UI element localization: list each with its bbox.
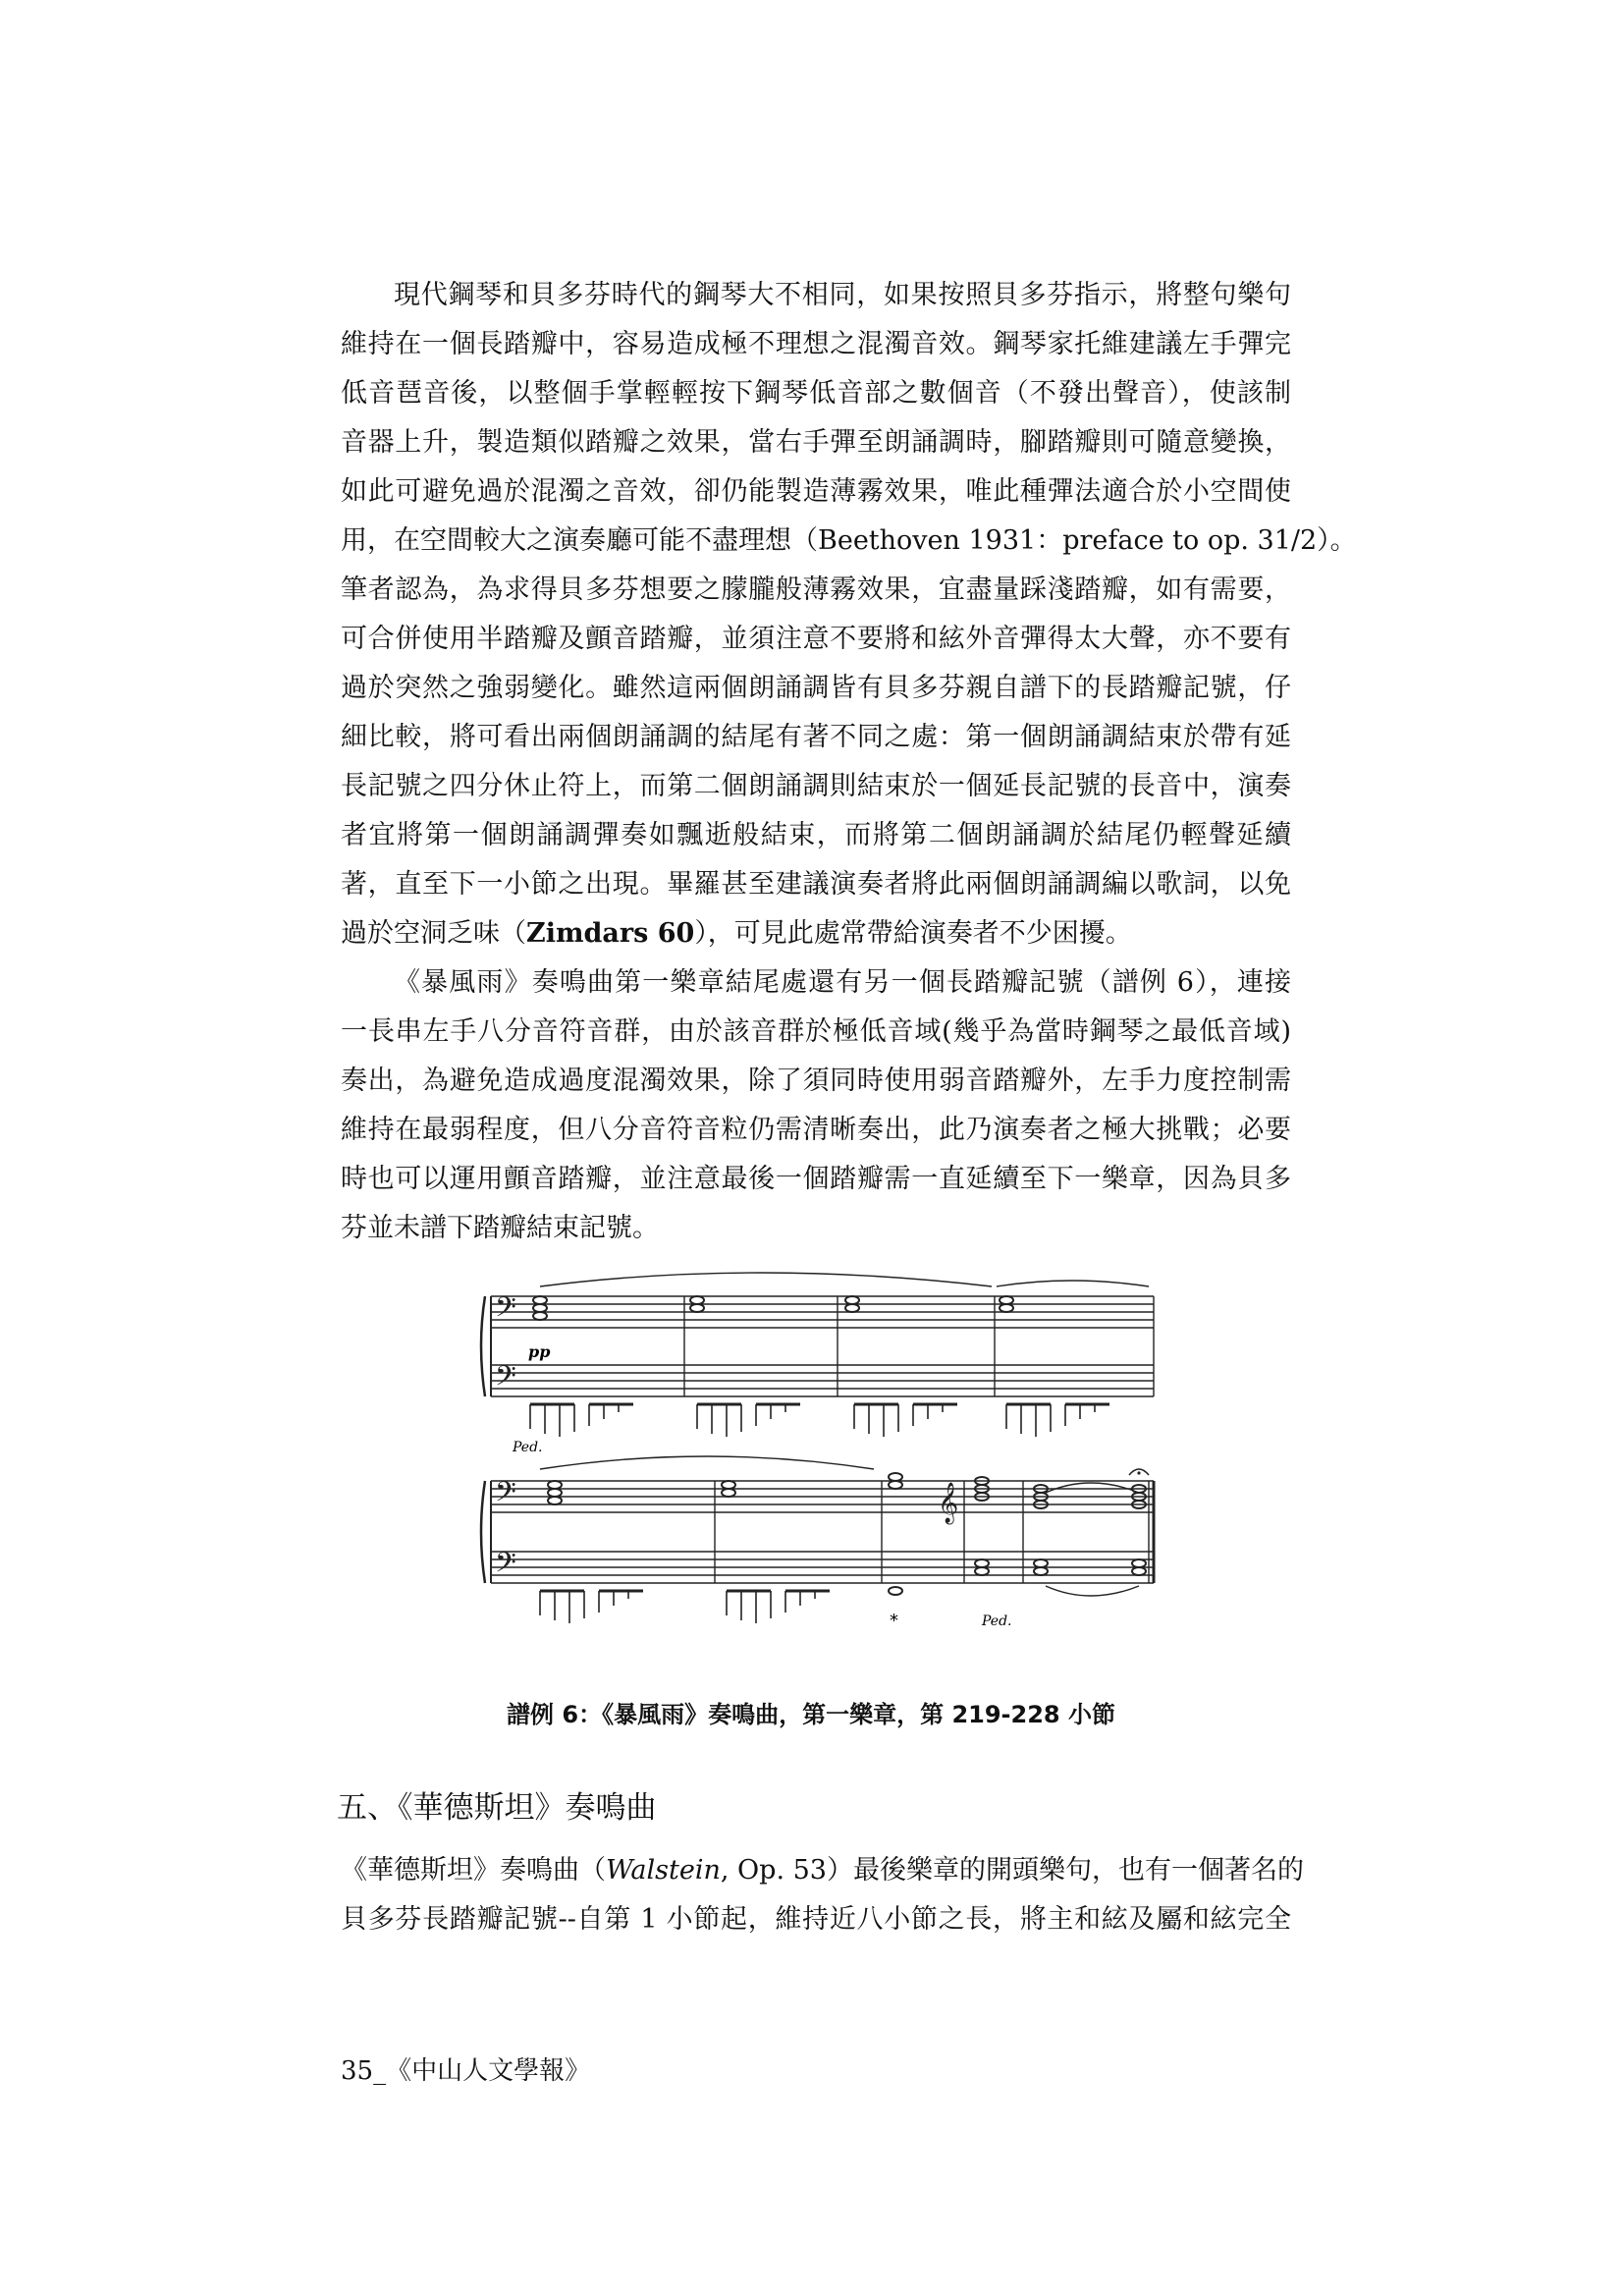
music-score-example-6 xyxy=(461,1257,1161,1638)
figure-caption: 譜例 6：《暴風雨》奏鳴曲，第一樂章，第 219-228 小節 xyxy=(507,1701,1115,1728)
p1-line: 現代鋼琴和貝多芬時代的鋼琴大不相同，如果按照貝多芬指示，將整句樂句 xyxy=(394,280,1291,310)
p1-line: 細比較，將可看出兩個朗誦調的結尾有著不同之處：第一個朗誦調結束於帶有延 xyxy=(341,722,1291,752)
system-1 xyxy=(481,1273,1154,1396)
p3-line1-pre: 《華德斯坦》奏鳴曲（ xyxy=(341,1855,606,1886)
dynamic-marking: pp xyxy=(528,1342,551,1361)
p2-line: 維持在最弱程度，但八分音符音粒仍需清晰奏出，此乃演奏者之極大挑戰；必要 xyxy=(341,1115,1291,1145)
pedal-release-marking: * xyxy=(890,1611,898,1631)
section-heading: 五、《華德斯坦》奏鳴曲 xyxy=(337,1790,657,1826)
p1-line: 著，直至下一小節之出現。畢羅甚至建議演奏者將此兩個朗誦調編以歌詞，以免 xyxy=(341,869,1291,900)
system-2 xyxy=(481,1456,1154,1596)
svg-text:𝄢: 𝄢 xyxy=(495,1360,516,1399)
pedal-marking: Ped. xyxy=(513,1440,543,1455)
page-footer: 35_《中山人文學報》 xyxy=(341,2056,591,2086)
p2-line: 時也可以運用顫音踏瓣，並注意最後一個踏瓣需一直延續至下一樂章，因為貝多 xyxy=(341,1164,1291,1194)
p1-last-line xyxy=(341,909,1291,958)
p3-line: 貝多芬長踏瓣記號--自第 1 小節起，維持近八小節之長，將主和絃及屬和絃完全 xyxy=(341,1904,1291,1935)
p2-line: 芬並未譜下踏瓣結束記號。 xyxy=(341,1213,659,1243)
p1-line: 維持在一個長踏瓣中，容易造成極不理想之混濁音效。鋼琴家托維建議左手彈完 xyxy=(341,329,1291,359)
p1-line: 長記號之四分休止符上，而第二個朗誦調則結束於一個延長記號的長音中，演奏 xyxy=(341,771,1291,801)
p3-line1-italic: Walstein xyxy=(606,1855,721,1886)
p1-line: 過於突然之強弱變化。雖然這兩個朗誦調皆有貝多芬親自譜下的長踏瓣記號，仔 xyxy=(341,673,1291,703)
body-text xyxy=(341,271,1357,1253)
svg-text:𝄢: 𝄢 xyxy=(495,1291,516,1331)
svg-text:𝄢: 𝄢 xyxy=(495,1476,516,1515)
p2-line: 《暴風雨》奏鳴曲第一樂章結尾處還有另一個長踏瓣記號（譜例 6），連接 xyxy=(394,967,1291,998)
section-paragraph xyxy=(341,1846,1304,1944)
svg-text:𝄢: 𝄢 xyxy=(495,1547,516,1586)
p1-last-post: ），可見此處常帶給演奏者不少困擾。 xyxy=(694,918,1132,949)
p2-line: 一長串左手八分音符音群，由於該音群於極低音域(幾乎為當時鋼琴之最低音域) xyxy=(341,1016,1291,1047)
p1-line: 音器上升，製造類似踏瓣之效果，當右手彈至朗誦調時，腳踏瓣則可隨意變換， xyxy=(341,427,1291,458)
p1-last-pre: 過於空洞乏味（ xyxy=(341,918,526,949)
p3-line1-post: , Op. 53）最後樂章的開頭樂句，也有一個著名的 xyxy=(720,1855,1304,1886)
p1-line: 如此可避免過於混濁之音效，卻仍能製造薄霧效果，唯此種彈法適合於小空間使 xyxy=(341,476,1291,507)
p1-line: 用，在空間較大之演奏廳可能不盡理想（Beethoven 1931：preface to op. 31/2）。 xyxy=(341,525,1357,556)
p1-line: 可合併使用半踏瓣及顫音踏瓣，並須注意不要將和絃外音彈得太大聲，亦不要有 xyxy=(341,624,1291,654)
p1-line: 者宜將第一個朗誦調彈奏如飄逝般結束，而將第二個朗誦調於結尾仍輕聲延續 xyxy=(341,820,1291,850)
pedal-marking: Ped. xyxy=(982,1613,1012,1629)
svg-text:𝄞: 𝄞 xyxy=(938,1483,959,1523)
citation-zimdars: Zimdars 60 xyxy=(526,918,695,949)
p3-line xyxy=(341,1846,1304,1895)
p2-line: 奏出，為避免造成過度混濁效果，除了須同時使用弱音踏瓣外，左手力度控制需 xyxy=(341,1066,1291,1096)
p1-line: 筆者認為，為求得貝多芬想要之朦朧般薄霧效果，宜盡量踩淺踏瓣，如有需要， xyxy=(341,574,1291,605)
p1-line: 低音琶音後，以整個手掌輕輕按下鋼琴低音部之數個音（不發出聲音），使該制 xyxy=(341,378,1291,409)
